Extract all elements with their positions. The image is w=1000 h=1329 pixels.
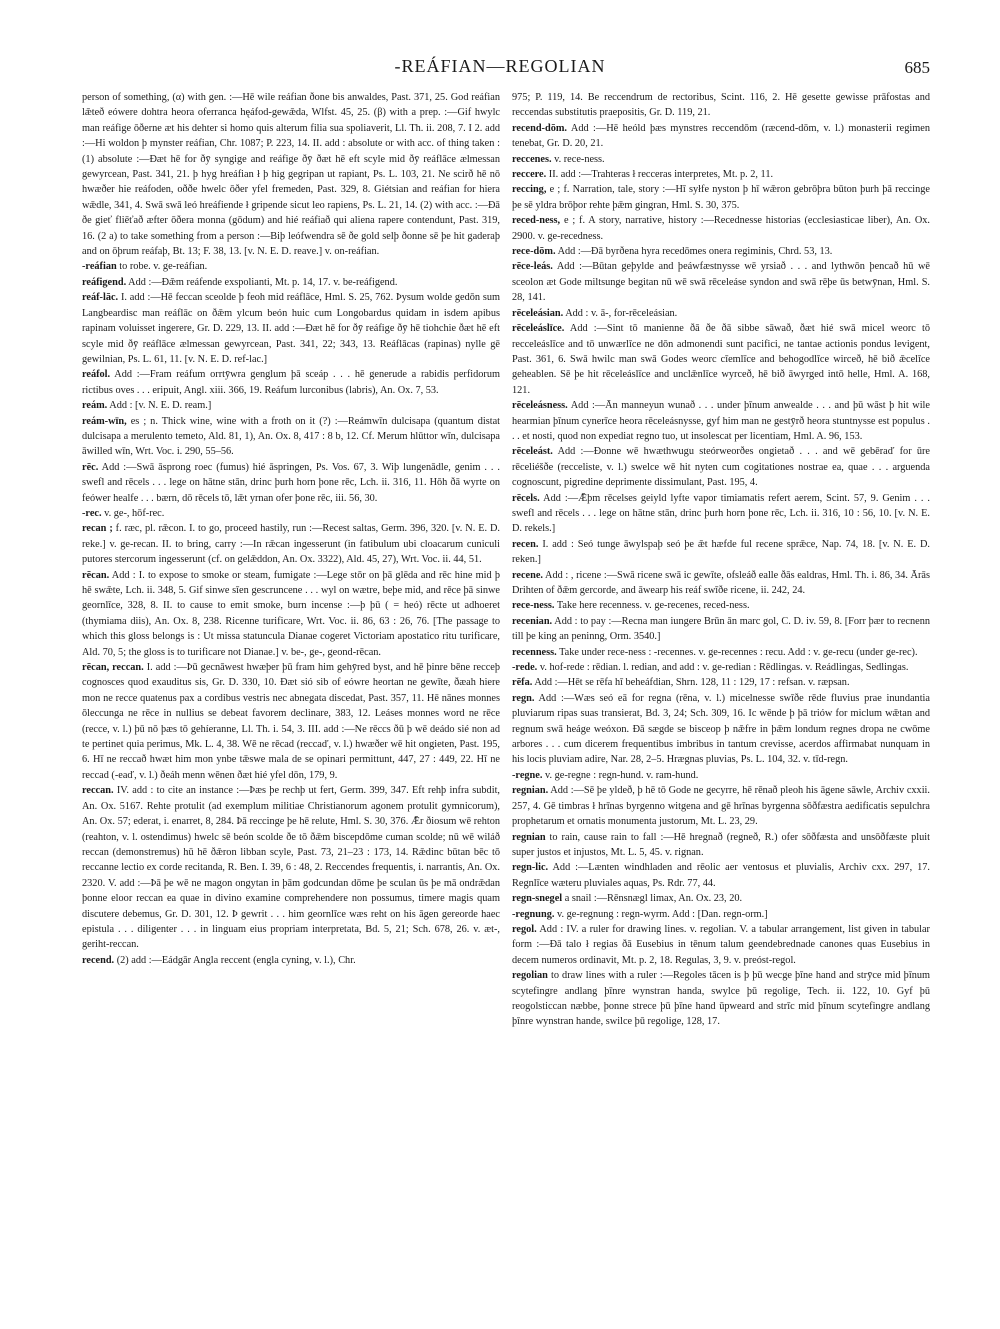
page-number: 685 — [904, 58, 930, 77]
entry-text: Add :—Ān manneyun wunað . . . under þīnum anwealde . . . and þū wāst þ hit wile hearmian þīnum cynerīce heora rēceleásnysse, gyf him man ne gestȳrð heora stuntnysse est populus . . . et nosti, quod non expediat regno tuo, ut insolescat per licentiam, Hml. A. 96, 153. — [512, 400, 930, 442]
dictionary-entry — [512, 444, 930, 490]
entry-text: Add :—Ðonne wē hwæthwugu steórweorðes ongietað . . . and wē gebēraď for ūre rēceliéšðe (recceliste, v. l.) swelce wē hit nyten cum cogitationes nostrae ea, quae . . . arguenda cognoscunt, pigredine deprimente dissimulant, Past. 195, 4. — [512, 446, 930, 489]
dictionary-entry — [512, 182, 930, 213]
entry-text: es ; n. Thick wine, wine with a froth on it (?) :—Reámwīn dulcisapa (quantum distat dulcisapa a merulento temeto, Ald. 81, 1), An. Ox. 8, 417 : 8 b, 12. Cf. Merum hlūttor wīn, dulcisapa āwilled wīn, Wrt. Voc. i. 290, 55–56. — [82, 415, 500, 458]
headword: recan ; — [82, 523, 113, 535]
dictionary-entry — [512, 90, 930, 121]
entry-text: Take here recenness. v. ge-recenes, reced-ness. — [556, 600, 750, 612]
entry-text: Add :—Swā āsprong roec (fumus) hié āspringen, Ps. Vos. 67, 3. Wiþ lungenādle, genim . . . swefl and rēcels . . . lege on hātne stān, drinc þurh horn þone rēc, Lch. ii. 316, 11. Hōh ðā wyrte on feówer healfe . . . bærn, dō rēcels tō, lǣt yrnan ofer þone rēc, iii. 56, 30. — [82, 461, 500, 504]
entry-text: IV. add : to cite an instance :—Þæs þe rechþ ut fert, Germ. 399, 347. Eft rehþ infra subdit, An. Ox. 5167. Rehte protulit (ad exemplum militiae Christianorum agonem protulit gymnicorum), An. Ox. 57; ederat, i. enarret, 8, 284. Þā reccinge þe hē relute, Hml. S. 30, 376. Ǣr ðiosum wē rehton (reahton, v. l. ostendimus) hwelc sē beón scolde ðe tō ðǣm biscepdōme cuman scolde; nū wē wiláð reccan (demonstremus) hū hē ðǣron libban scyle, Past. 73, 21–23 : 173, 14. Rǣdinc būtan bēc tō reccanne lectio ex corde recitanda, R. Ben. I. 39, 6 : 48, 2. Reccendes frequentis, i. narrantis, An. Ox. 2320. V. add :—Þā þe wē ne magon ongytan in þām godcundan dōme þe sculan ūs þe mā ondrǣdan þonne eloor reccan ea quae in divino examine comprehendere non possumus, timere magis quam discutere debemus, Gr. D. 301, 12. Þ gewrit . . . him geornlīce wæs reht on his āgen gereorde haec epistula . . . diligenter . . . in linguam eius propriam interpretata, Bd. 5, 21; Sch. 678, 26. v. æt-, geriht-reccan. — [82, 785, 500, 951]
dictionary-entry — [512, 891, 930, 906]
headword: -regnung. — [512, 908, 555, 920]
headword: regn-lic. — [512, 862, 549, 874]
entry-text: Add : , ricene :—Swā ricene swā ic gewīte, ofsleáð ealle ðās ealdras, Hml. Th. i. 86, 34. Ārās Drihten of ðǣm gercorde, and āwearp his reáf swīðe ricene, ii. 242, 24. — [512, 569, 930, 596]
entry-text: e ; f. Narration, tale, story :—Hī syłfe nyston þ hī wǣron gebrōþra būton þurh þā reccinge þe sē yldra brōþor rehte þǣm gingran, Hml. S. 30, 375. — [512, 184, 930, 211]
headword: -reáfian — [82, 261, 117, 273]
dictionary-entry — [512, 768, 930, 783]
headword: recend. — [82, 954, 115, 966]
dictionary-entry — [512, 121, 930, 152]
entry-text: a snail :—Rēnsnægl limax, An. Ox. 23, 20. — [564, 893, 743, 905]
dictionary-entry — [512, 783, 930, 829]
dictionary-entry — [512, 259, 930, 305]
headword: rēcels. — [512, 492, 540, 504]
dictionary-entry — [82, 414, 500, 460]
headword: -regne. — [512, 769, 543, 781]
entry-text: person of something, (α) with gen. :—Hē wile reáfian ðone bis anwaldes, Past. 371, 25. God reáfian lǣteð eówere dohtra heora oferranca hęáfod-gewǣda, Wlfst. 45, 25. (β) with a prep. :—Gif hwylc man reáfige ōðerne æt his dehter si homo quis alterum filia sua spoliaverit, Ll. Th. ii. 208, 7. I 2. add :—Hi woldon þ mynster reáfian, Chr. 1087; P. 223, 14. II. add : absolute or with acc. of thing taken : (1) absolute :—Ðæt hē for ðȳ syngige and reáfige ðȳ ðæt hē eft scyle mid ðȳ reáflāce ælmessan gewyrcean, Past. 341, 21. þ hyg hreáfian ł þ hig gegripan ut rapiant, Ps. L. 103, 21. Ne scirð hē nō hwæðer hie reáfoden, oððe hwelc ōðer yfel fremeden, Past. 329, 8. Giétsian and reáfian for hiera wǣdle, 341, 4. Swā swā leó hreáfiende ł gripende sicut leo rapiens, Ps. L. 21, 14. (2) with acc. :—Ðā ðe gieť fliēťað æfter ōðera monna (gōdum) and hié reáfiað qui aliena rapere contendunt, Past. 319, 16. (2 a) to take something from a person :—Biþ leófwendra sē ðe gold selþ ðonne sē þe hit gaderaþ and on ōþrum reáfaþ, Bt. 13; F. 38, 13. [v. N. E. D. reave.] v. on-reáfian. — [82, 92, 500, 258]
dictionary-entry — [512, 321, 930, 398]
dictionary-entry — [82, 953, 500, 968]
dictionary-entry — [82, 290, 500, 367]
headword: reám-wīn, — [82, 415, 127, 427]
entry-text: v. rece-ness. — [554, 153, 605, 165]
dictionary-entry — [512, 213, 930, 244]
dictionary-entry — [512, 645, 930, 660]
dictionary-entry — [82, 783, 500, 952]
headword: recenian. — [512, 615, 553, 627]
headword: rēceleást. — [512, 446, 553, 458]
headword: rēc. — [82, 461, 99, 473]
dictionary-entry — [512, 167, 930, 182]
headword: regnian — [512, 831, 546, 843]
entry-text: Add :—Ðǣm reáfende exspolianti, Mt. p. 14, 17. v. be-reáfigend. — [128, 276, 398, 288]
entry-text: (2) add :—Eádgār Angla reccent (engla cyning, v. l.), Chr. — [116, 954, 356, 966]
entry-text: to draw lines with a ruler :—Regoles tācen is þ þū wecge þīne hand and strȳce mid þīnum scytefingre andlang þīnre wynstran handa, swylce þū regolige, Tech. ii. 122, 10. Gyf þū reogolsticcan næbbe, þonne strece þū þīne hand ūpweard and strīc mid þīnum scytefingre andlang þīnre wynstran hande, swilce þū regolige, 128, 17. — [512, 970, 930, 1028]
entry-text: Add : v. ā-, for-rēceleásian. — [565, 307, 678, 319]
headword: rēcan, reccan. — [82, 662, 144, 674]
headword: reám. — [82, 400, 108, 412]
entry-text: Add : to pay :—Recna man iungere Brūn ān marc gol, C. D. iv. 59, 8. [Forr þær to recnenn till þe king an peninng, Orm. 3540.] — [512, 615, 930, 643]
headword: reccing, — [512, 184, 547, 196]
dictionary-entry — [82, 460, 500, 506]
headword: reccenes. — [512, 153, 552, 165]
entry-text: e ; f. A story, narrative, history :—Recednesse historias (ecclesiasticae liber), An. Ox. 2900. v. ge-recedness. — [512, 215, 930, 242]
entry-text: to robe. v. ge-reáfian. — [119, 261, 208, 273]
headword: rece-dōm. — [512, 246, 556, 258]
dictionary-entry — [82, 398, 500, 413]
headword: recene. — [512, 569, 543, 581]
headword: rēceleásian. — [512, 307, 564, 319]
headword: rēfa. — [512, 677, 533, 689]
entry-text: Add :—Wæs seó eā for regna (rēna, v. l.) micelnesse swīðe rēde fluvius prae inundantia pluviarum ripas suas transierat, Bd. 3, 24; Sch. 309, 16. Ic wēnde þ þā triów for miclum wǣtan and regnum swā heáge weóxon. Ðā sægde se bisceop þ nǣfre in þǣm londum regnes dropa ne cwōme arbores . . . cum dicerem frequentibus imbribus in tantum crevisse, acerdos affirmabat nunquam in his locis pluviam adire, Nar. 28, 2–5. Hrægnas pluvias, Ps. L. 104, 32. v. tīd-regn. — [512, 692, 930, 766]
entry-text: Add :—Fram reáfum orrtȳwra genglum þā sceáp . . . hē generude a rabidis perfidorum rictibus oves . . . eripuit, Angl. xiii. 366, 19. Reáfum lurconibus (labris), An. Ox. 7, 53. — [82, 369, 500, 396]
entry-text: II. add :—Trahteras ł recceras interpretes, Mt. p. 2, 11. — [548, 169, 774, 181]
headword: rēceleáslīce. — [512, 323, 565, 335]
entry-text: Add :—Hēt se rēfa hī beheáfdian, Shrn. 128, 11 : 129, 17 : refsan. v. ræpsan. — [534, 677, 850, 689]
dictionary-entry — [512, 491, 930, 537]
left-column — [82, 90, 500, 1320]
dictionary-entry — [512, 968, 930, 1030]
headword: -rec. — [82, 507, 102, 519]
dictionary-entry — [82, 521, 500, 567]
headword: recen. — [512, 538, 539, 550]
entry-text: Add : IV. a ruler for drawing lines. v. regolian. V. a tabular arrangement, list given in tabular form :—Ðā talo ł regias ðā Eusebius in tēnum talum geendebrednade canones quas Eusebius in decem numeros ordinavit, Mt. p. 2, 18. Regulas, 3, 9. v. preóst-regol. — [512, 923, 930, 966]
dictionary-entry — [512, 306, 930, 321]
dictionary-entry — [512, 922, 930, 968]
headword: regn. — [512, 692, 535, 704]
headword: regn-snegel — [512, 893, 563, 905]
dictionary-entry — [512, 691, 930, 768]
dictionary-entry — [512, 830, 930, 861]
headword: regol. — [512, 923, 537, 935]
headword: regnian. — [512, 785, 549, 797]
headword: reáfol. — [82, 369, 111, 381]
dictionary-entry — [512, 398, 930, 444]
dictionary-entry — [512, 860, 930, 891]
headword: regolian — [512, 970, 548, 982]
dictionary-entry — [512, 907, 930, 922]
entry-text: v. hof-rede : rēdian. l. redian, and add : v. ge-redian : Rēdlingas. v. Reádlingas, Sedlingas. — [539, 662, 909, 674]
entry-text: to rain, cause rain to fall :—Hē hregnað (regneð, R.) ofer sōðfæsta and unsōðfæste pluit super justos et injustos, Mt. L. 5, 45. v. rignan. — [512, 831, 930, 858]
entry-text: Add : I. to expose to smoke or steam, fumigate :—Lege stōr on þā glēda and rēc hine mid þ hē swǣte, Lch. ii. 348, 5. Gif sinwe sīen gescruncene . . . wyl on wætre, beþe mid, and rēce þā sinwe geornlīce, 328, 8. II. to cause to emit smoke, burn incense :—þ þū ( = heó) rēcte ut adhoeret (thymiama diis), An. Ox. 8, 238. Ricenne turificare, Wrt. Voc. ii. 86, 63 : 26, 76. [The passage to which this gloss belongs is : Ut missa statuncula Dianae cogeret Victoriam apostatico ritu turificare, Ald. 70, 5; the gloss is to turificare not Dianae.] v. be-, ge-, geond-rēcan. — [82, 569, 500, 658]
headword: reáfigend. — [82, 276, 127, 288]
dictionary-entry — [512, 660, 930, 675]
headword: recenness. — [512, 646, 557, 658]
headword: recend-dōm. — [512, 122, 568, 134]
headword: -rede. — [512, 662, 538, 674]
dictionary-entry — [82, 259, 500, 274]
entry-text: v. ge-regne : regn-hund. v. ram-hund. — [544, 769, 699, 781]
dictionary-entry — [82, 90, 500, 259]
entry-text: Add :—Būtan geþylde and þeáwfæstnysse wē yrsiað . . . and lythwōn þencað hū wē sceolon æt Gode miltsunge begitan nū wē swā rēceleáse syndon and swā rēþe ūs betwȳnan, Hml. S. 28, 141. — [512, 261, 930, 304]
headword: reccere. — [512, 169, 547, 181]
entry-text: f. ræc, pl. rǣcon. I. to go, proceed hastily, run :—Recest saltas, Germ. 396, 320. [v. N. E. D. reke.] v. ge-recan. II. to bring, carry :—In rǣcan ingesserunt (in fatibulum ubi cloacarum cuniculi putores stercorum ingesserunt (cf. on gelǣddon, An. Ox. 3322), Ald. 45, 27), Wrt. Voc. ii. 44, 51. — [82, 523, 500, 566]
running-head: -REÁFIAN—REGOLIAN — [394, 56, 606, 76]
entry-text: I. add :—Þū gecnāwest hwæþer þū fram him gehȳred byst, and hē þinre bēne recceþ cognosces quod exauditus sis, Gr. D. 330, 10. Ðæt sió sib of eówre heortan ne gewīte, ðæah hiere mon ne recce quatenus pax a cordibus vestris nec abnegata discedat, Past. 357, 11. Hē nānes monnes ōleccunga ne rēce in nullius se debeat favorem declinare, 383, 12. Leáses monnes word ne rēce (recce, v. l.) þū nō þæs tō gehíeranne, Ll. Th. i. 54, 3. III. add :—Ne rēccs ðū þ wē deádo sié non ad te pertinet quia perimus, Mk. L. 4, 38. Wē ne rēcad (reccaď, v. l.) hwæðer wē hit ongieten, Past. 195, 6. Hī ne reccað hwæt him mon ynbe tǣswe mala de se opinari permittunt, 447, 27 : 449, 22. Hī ne reccad (-eaď, v. l.) ðeáh menn wēnen ðæt hié yfel dōn, 179, 9. — [82, 662, 500, 781]
right-column — [512, 90, 930, 1320]
entry-text: v. ge-regnung : regn-wyrm. Add : [Dan. regn-orm.] — [557, 908, 768, 920]
headword: rece-ness. — [512, 600, 555, 612]
dictionary-entry — [82, 506, 500, 521]
dictionary-entry — [82, 275, 500, 290]
dictionary-entry — [82, 568, 500, 660]
entry-text: Add :—Ðā byrðena hyra recedōmes onera regiminis, Chrd. 53, 13. — [557, 246, 833, 258]
entry-text: v. ge-, hōf-rec. — [104, 507, 165, 519]
dictionary-entry — [512, 537, 930, 568]
dictionary-entry — [512, 568, 930, 599]
dictionary-entry — [82, 367, 500, 398]
headword: rēce-leás. — [512, 261, 553, 273]
entry-text: Add :—Hē heóld þæs mynstres reccendōm (ræcend-dōm, v. l.) monasterii regimen tenebat, Gr. D. 20, 21. — [512, 122, 930, 150]
entry-text: Add :—Sint tō manienne ðā ðe ðā sibbe sāwað, ðæt hié swā micel weorc tō recceleáslīce and tō unwærlīce ne dōn admonendi sunt pacifici, ne tantae actionis pondus levigent, Past. 361, 6. Swā hwilc man swā Godes weorc cīemlīce and behogodlīce wirceð, hē bið ǣcelīce geheablen. Sē þe hit rēceleáslīce and unclǣnlīce wyrceð, hē bið āwyrged intō helle, Hml. A. 168, 121. — [512, 323, 930, 396]
entry-text: Add :—Sē þe yldeð, þ hē tō Gode ne gecyrre, hē rēnað pleoh his āgene sāwle, Archiv cxxii. 257, 4. Gē timbras ł hrīnas byrgenno witgena and gē hrīnas byrgenna sōðfæstra aedificatis sepulchra prophetarum et ornatis monumenta justorum, Mt. L. 23, 29. — [512, 785, 930, 828]
dictionary-entry — [512, 152, 930, 167]
entry-text: Take under rece-ness : -recennes. v. ge-recennes : recu. Add : v. ge-recu (under ge-rec). — [559, 646, 918, 658]
dictionary-entry — [512, 614, 930, 645]
entry-text: Add : [v. N. E. D. ream.] — [109, 400, 212, 412]
headword: reccan. — [82, 785, 114, 797]
entry-text: Add :—Ǣþm rēcelses geiyld lyfte vapor timiamatis refert aerem, Scint. 57, 9. Genim . . . swefl and rēcels . . . lege on hātne stān, drinc þurh horn þone rēc, Lch. ii. 316, 10 : 56, 10. [v. N. E. D. rekels.] — [512, 492, 930, 535]
headword: rēcan. — [82, 569, 110, 581]
dictionary-entry — [512, 244, 930, 259]
dictionary-entry — [512, 675, 930, 690]
entry-text: I. add :—Hē feccan sceolde þ feoh mid reáflāce, Hml. S. 25, 762. Þysum wolde gedōn sum Langbeardisc man reáflāc on ðǣm ylcum beón huic cum Longobardus quidam in isdem apibus rapinam voluisset ingerere, Gr. D. 229, 13. II. add :—Ðæt hē for ðȳ reáfige ðȳ hē tiohchie ðæt hē eft scyle mid ðȳ reáflāce ælmessan gewyrcean, Past. 341, 22; 343, 13. Reáflācas (rapinas) nylle gē gewilnian, Ps. L. 61, 11. [v. N. E. D. ref-lac.] — [82, 292, 500, 365]
headword: rēceleásness. — [512, 400, 568, 412]
entry-text: I. add : Seó tunge āwylspaþ seó þe ǣt hæfde ful recene sprǣce, Nap. 74, 18. [v. N. E. D. reken.] — [512, 538, 930, 566]
dictionary-entry — [512, 598, 930, 613]
dictionary-entry — [82, 660, 500, 783]
headword: reced-ness, — [512, 215, 561, 227]
headword: reáf-lāc. — [82, 292, 119, 304]
entry-text: 975; P. 119, 14. Be reccendrum de rectoribus, Scint. 116, 2. Hē gesette gewisse prāfostas and reccendas substitutis praepositis, Gr. D. 119, 21. — [512, 92, 930, 119]
entry-text: Add :—Lænten windhladen and rēolic aer ventosus et pluvialis, Archiv cxx. 297, 17. Regnlīce wæteru pluviales aquas, Ps. Rdr. 77, 44. — [512, 862, 930, 889]
